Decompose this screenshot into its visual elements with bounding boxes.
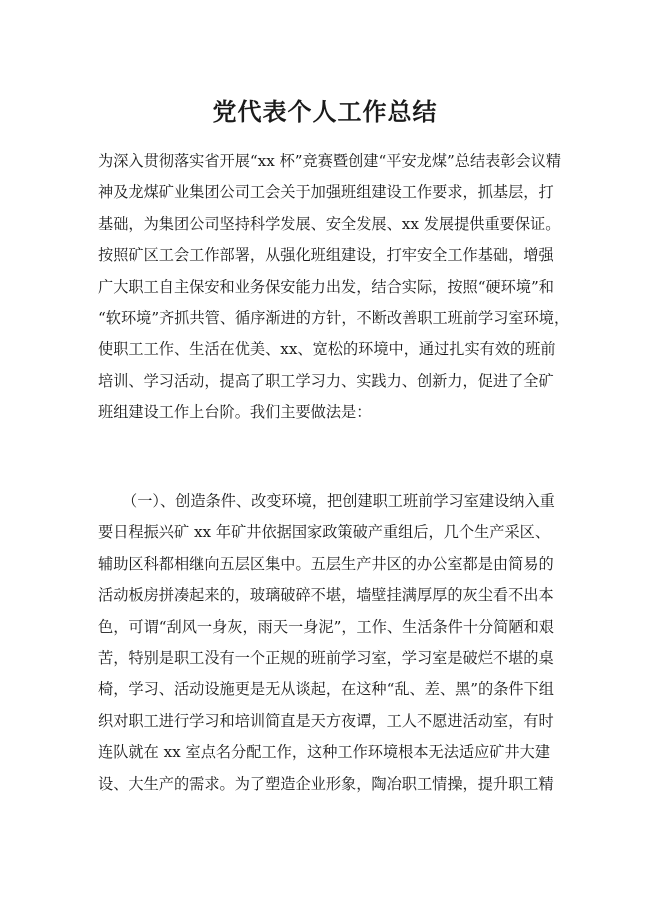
text-line: 活动板房拼凑起来的，玻璃破碎不堪，墙壁挂满厚厚的灰尘看不出本: [98, 586, 554, 605]
text-line: “软环境”齐抓共管、循序渐进的方针，不断改善职工班前学习室环境，: [98, 308, 570, 327]
text-line: 为深入贯彻落实省开展“xx 杯”竞赛暨创建“平安龙煤”总结表彰会议精: [98, 152, 562, 170]
text-line: 班组建设工作上台阶。我们主要做法是：: [98, 403, 372, 422]
text-line: 培训、学习活动，提高了职工学习力、实践力、创新力，促进了全矿: [98, 371, 554, 390]
body-paragraph-1: [98, 146, 570, 429]
body-paragraph-2: [98, 486, 558, 800]
text-line: 辅助区科都相继向五层区集中。五层生产井区的办公室都是由简易的: [98, 554, 554, 573]
text-line: 色，可谓“刮风一身灰，雨天一身泥”，工作、生活条件十分简陋和艰: [98, 617, 554, 636]
text-line: 使职工工作、生活在优美、xx、宽松的环境中，通过扎实有效的班前: [98, 340, 556, 359]
text-line: 基础，为集团公司坚持科学发展、安全发展、xx 发展提供重要保证。: [98, 214, 561, 233]
text-line: 设、大生产的需求。为了塑造企业形象，陶冶职工情操，提升职工精: [98, 774, 554, 793]
text-line: 连队就在 xx 室点名分配工作，这种工作环境根本无法适应矿井大建: [98, 743, 551, 762]
text-line: 按照矿区工会工作部署，从强化班组建设，打牢安全工作基础，增强: [98, 246, 554, 265]
text-line: 织对职工进行学习和培训简直是天方夜谭，工人不愿进活动室，有时: [98, 711, 554, 730]
text-line: 广大职工自主保安和业务保安能力出发，结合实际，按照“硬环境”和: [98, 277, 554, 296]
text-line: （一）、创造条件、改变环境，把创建职工班前学习室建设纳入重: [122, 492, 555, 510]
text-line: 椅，学习、活动设施更是无从谈起，在这种“乱、差、黑”的条件下组: [98, 680, 554, 699]
text-line: 苦，特别是职工没有一个正规的班前学习室，学习室是破烂不堪的桌: [98, 648, 554, 667]
page-title: 党代表个人工作总结: [212, 97, 438, 127]
text-line: 神及龙煤矿业集团公司工会关于加强班组建设工作要求，抓基层，打: [98, 183, 554, 202]
text-line: 要日程振兴矿 xx 年矿井依据国家政策破产重组后，几个生产采区、: [98, 523, 551, 542]
